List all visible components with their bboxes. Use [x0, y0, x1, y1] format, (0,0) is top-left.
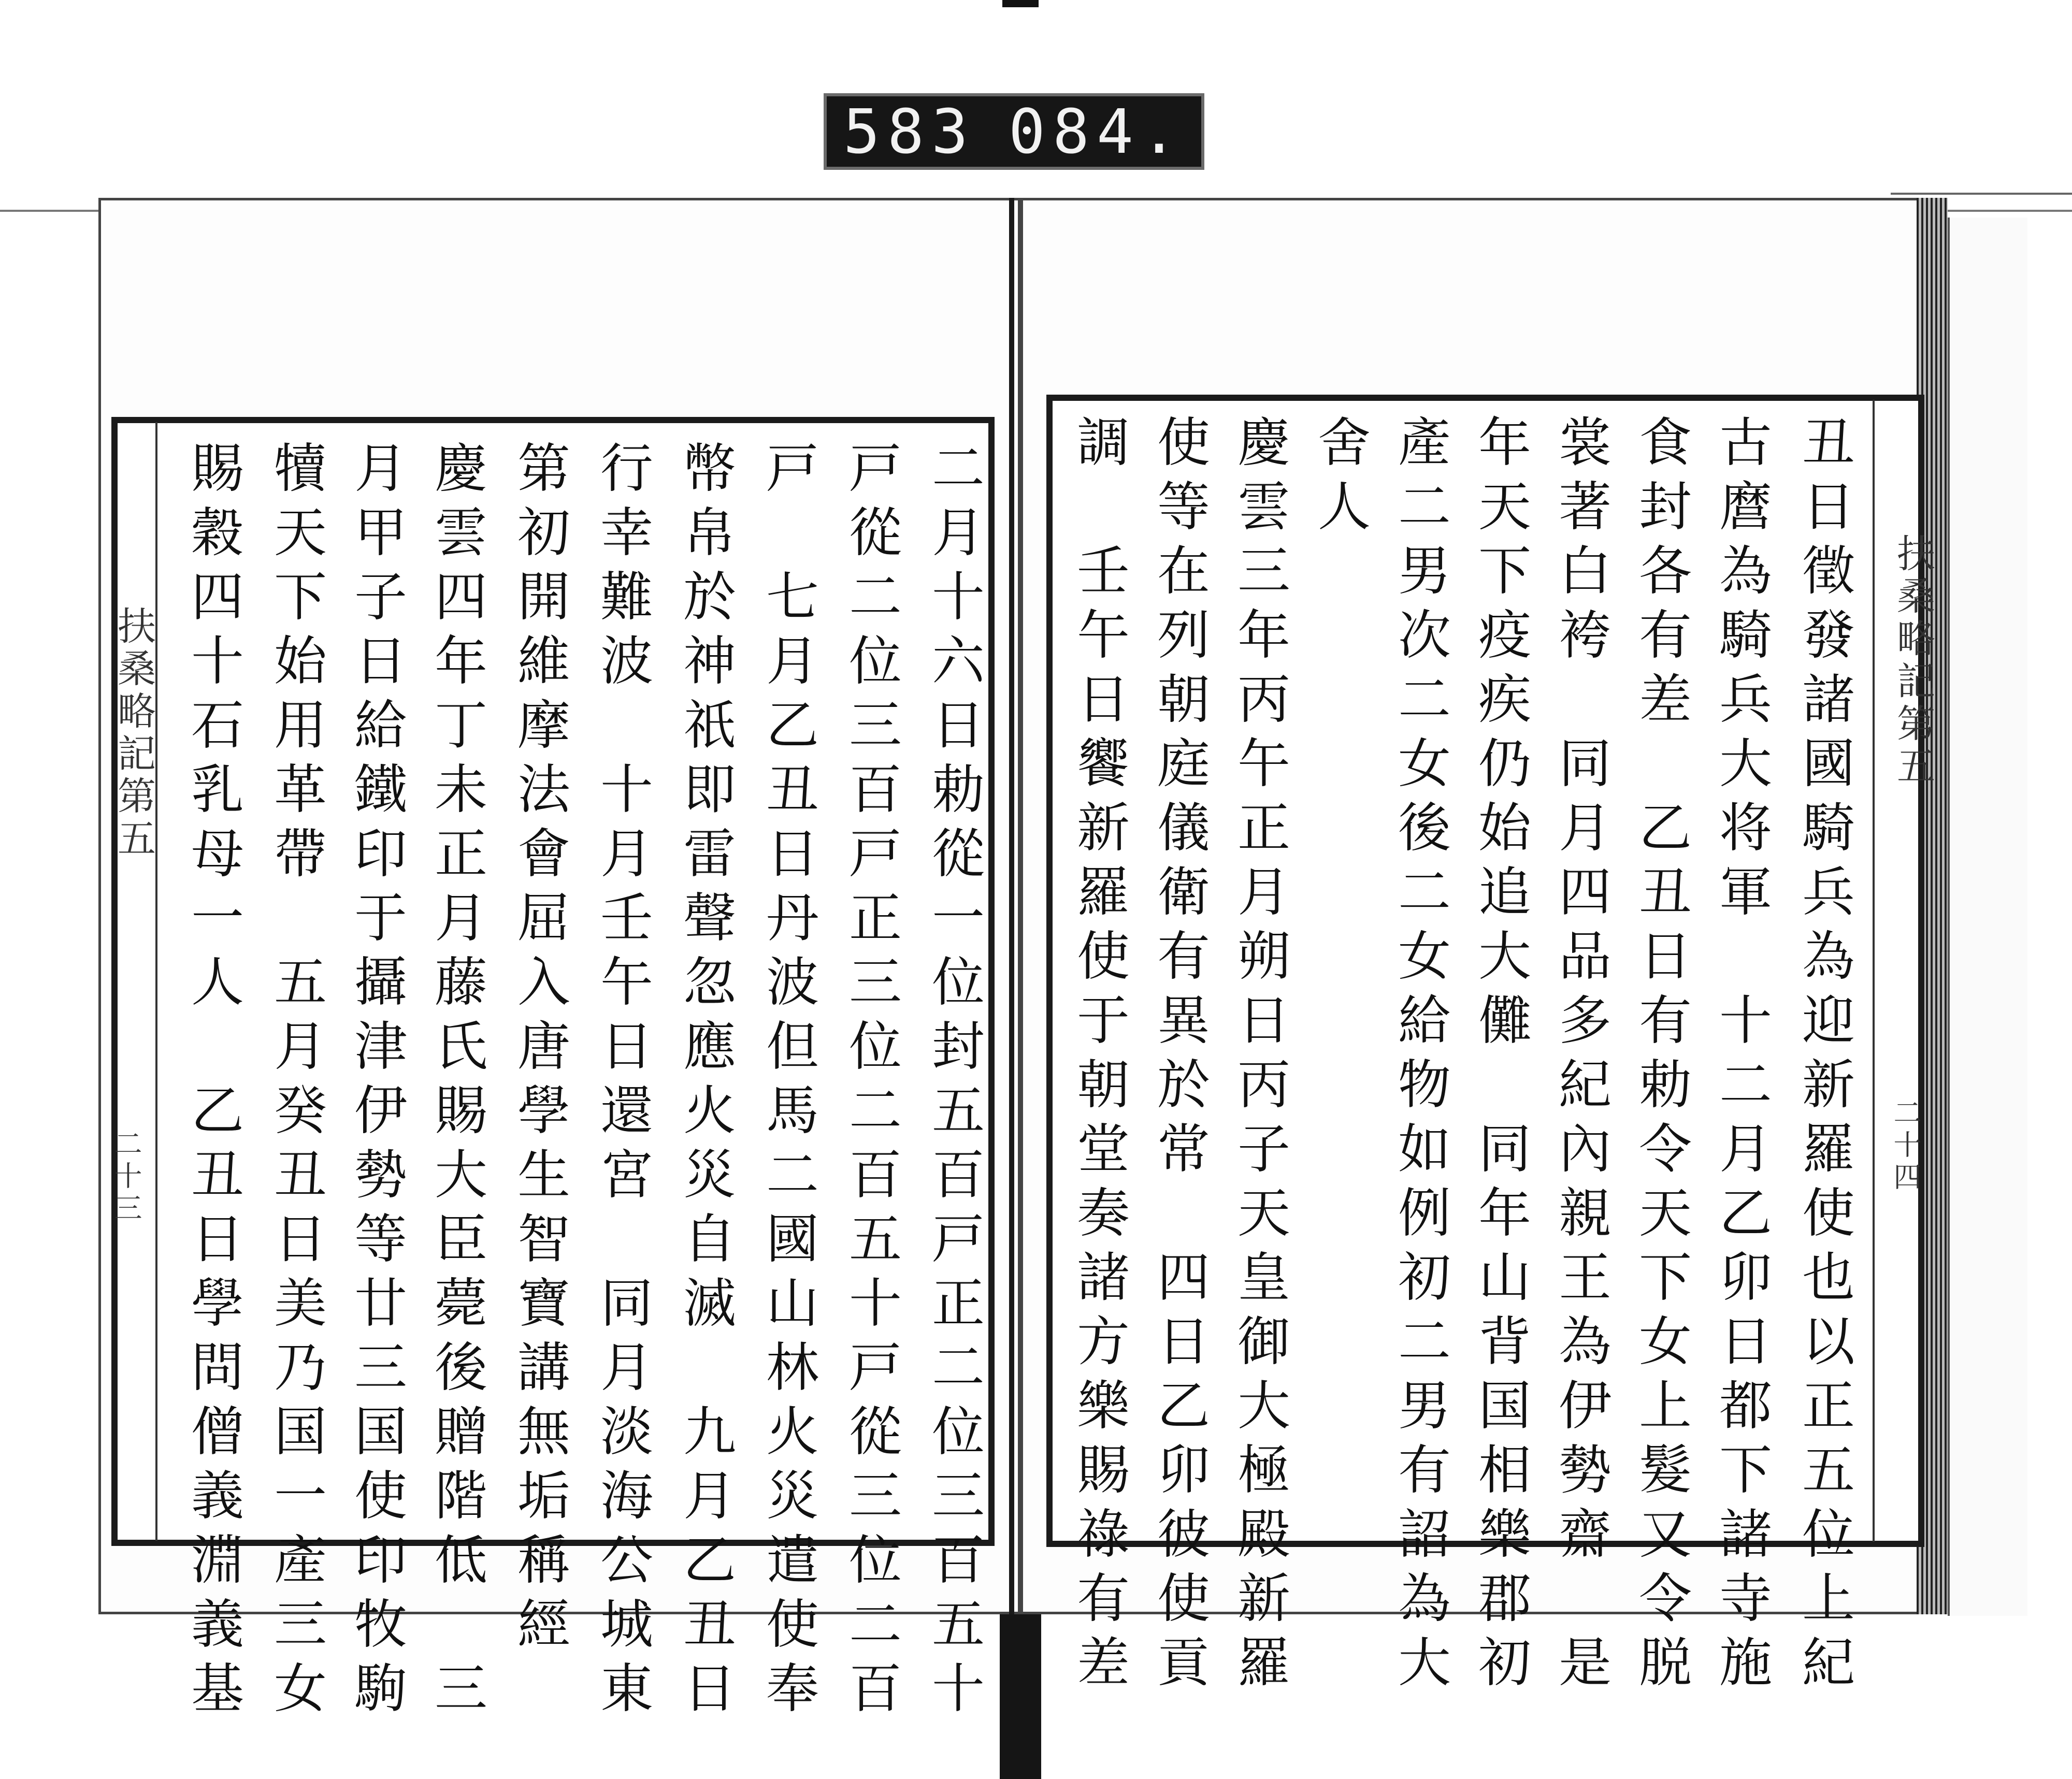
right-col-8: 慶雲三年丙午正月朔日丙子天皇御大極殿新羅	[1229, 414, 1290, 1699]
scan-label-frame: 084.	[1008, 96, 1185, 167]
left-col-6: 第初開維摩法會屈入唐學生智寶講無垢稱經	[509, 440, 570, 1660]
left-col-3: 戸 七月乙丑日丹波但馬二國山林火災遣使奉	[757, 440, 819, 1725]
spine-shadow	[1000, 1614, 1041, 1779]
book-spine	[1009, 198, 1014, 1614]
top-rule-right	[1891, 193, 2072, 195]
left-margin-title: 扶桑略記第五	[111, 606, 156, 861]
right-col-3: 食封各有差 乙丑日有勅令天下女上髮又令脱	[1630, 414, 1692, 1699]
right-col-7: 舍人	[1309, 414, 1371, 543]
left-page-number: 二十三	[110, 1129, 142, 1225]
right-col-4: 裳著白袴 同月四品多紀內親王為伊勢齋 是	[1550, 414, 1611, 1699]
right-col-6: 產二男次二女後二女給物如例初二男有詔為大	[1389, 414, 1451, 1699]
right-page-number: 二十四	[1889, 1098, 1922, 1194]
next-page-edge	[1948, 218, 2027, 1616]
left-col-4: 幣帛於神祇即雷聲忽應火災自滅 九月乙丑日	[674, 440, 736, 1725]
right-col-5: 年天下疫疾仍始追大儺 同年山背国相樂郡初	[1470, 414, 1531, 1699]
top-edge-mark	[1002, 0, 1039, 7]
right-col-2: 古麿為騎兵大将軍 十二月乙卯日都下諸寺施	[1710, 414, 1772, 1699]
scan-label	[824, 93, 1204, 170]
right-inner-rule	[1873, 400, 1875, 1542]
left-col-7: 慶雲四年丁未正月藤氏賜大臣薨後贈階低 三	[426, 440, 487, 1725]
right-col-9: 使等在列朝庭儀衛有異於常 四日乙卯彼使貢	[1148, 414, 1210, 1699]
left-col-1: 二月十六日勅從一位封五百戸正二位三百五十	[923, 440, 985, 1725]
right-col-1: 丑日徵發諸國騎兵為迎新羅使也以正五位上紀	[1793, 414, 1855, 1699]
right-margin-title: 扶桑略記第五	[1891, 533, 1935, 788]
left-col-2: 戸從二位三百戸正三位二百五十戸從三位二百	[840, 440, 902, 1725]
left-col-10: 賜穀四十石乳母一人 乙丑日學問僧義淵義基	[182, 440, 244, 1725]
left-inner-rule	[155, 422, 157, 1541]
left-col-8: 月甲子日給鐵印于攝津伊勢等廿三国使印牧駒	[346, 440, 407, 1725]
scan-label-reel: 583	[843, 96, 976, 167]
left-col-9: 犢天下始用革帶 五月癸丑日美乃国一產三女	[265, 440, 327, 1725]
left-col-5: 行幸難波 十月壬午日還宮 同月淡海公城東	[592, 440, 653, 1725]
right-col-10: 調 壬午日饗新羅使于朝堂奏諸方樂賜祿有差	[1068, 414, 1130, 1699]
